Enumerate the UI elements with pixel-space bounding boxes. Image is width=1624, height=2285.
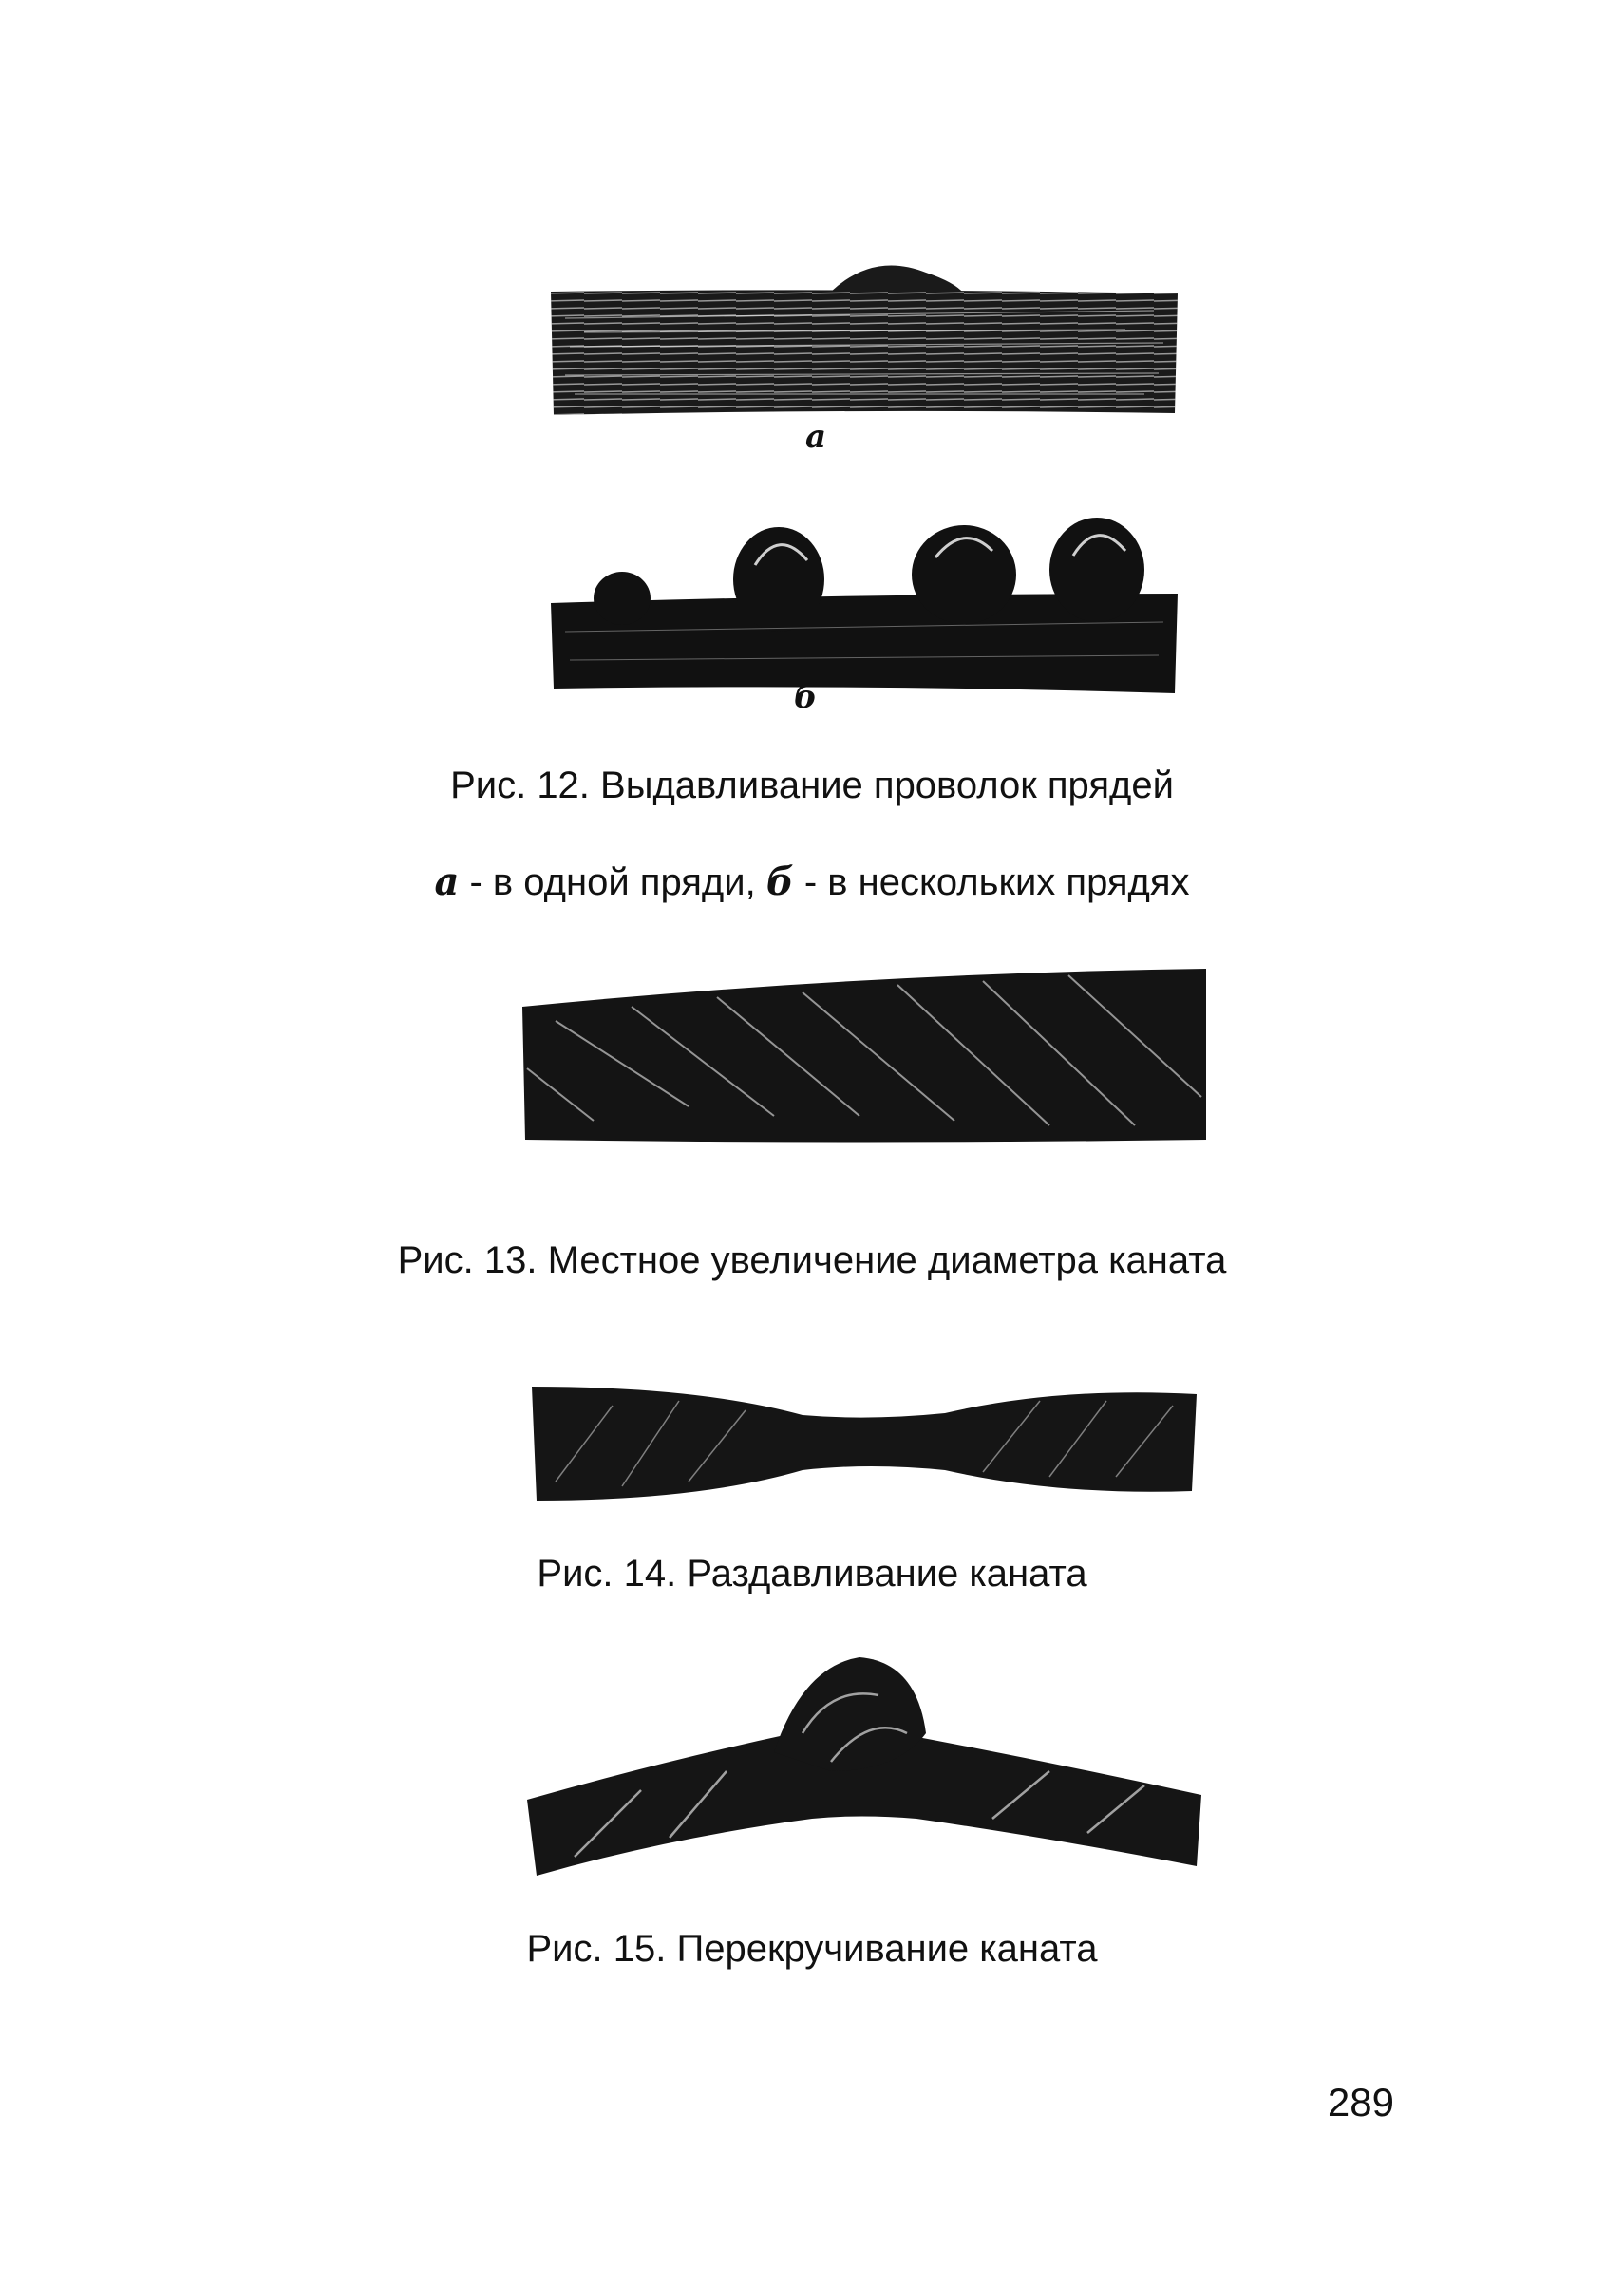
- fig12-legend-b-letter: б: [765, 859, 794, 904]
- fig12-legend-b-text: - в нескольких прядях: [793, 861, 1190, 903]
- fig12-caption: Рис. 12. Выдавливание проволок прядей: [450, 765, 1174, 806]
- fig12a-rope-illustration: [546, 252, 1182, 418]
- fig13-rope-illustration: [518, 954, 1211, 1154]
- fig12-label-b: б: [794, 678, 818, 716]
- fig15-rope-illustration: [518, 1629, 1211, 1895]
- fig15-caption: Рис. 15. Перекручивание каната: [526, 1928, 1098, 1970]
- fig12b-rope-illustration: [546, 499, 1182, 698]
- fig14-caption: Рис. 14. Раздавливание каната: [537, 1553, 1087, 1595]
- page-number: 289: [1327, 2080, 1394, 2124]
- fig12-label-a: а: [805, 418, 827, 456]
- fig12-legend-a-text: - в одной пряди,: [459, 861, 766, 903]
- fig13-caption: Рис. 13. Местное увеличение диаметра каната: [397, 1239, 1227, 1281]
- fig14-rope-illustration: [527, 1377, 1201, 1510]
- fig12-legend: [0, 859, 1624, 904]
- fig12-legend-a-letter: а: [434, 859, 460, 904]
